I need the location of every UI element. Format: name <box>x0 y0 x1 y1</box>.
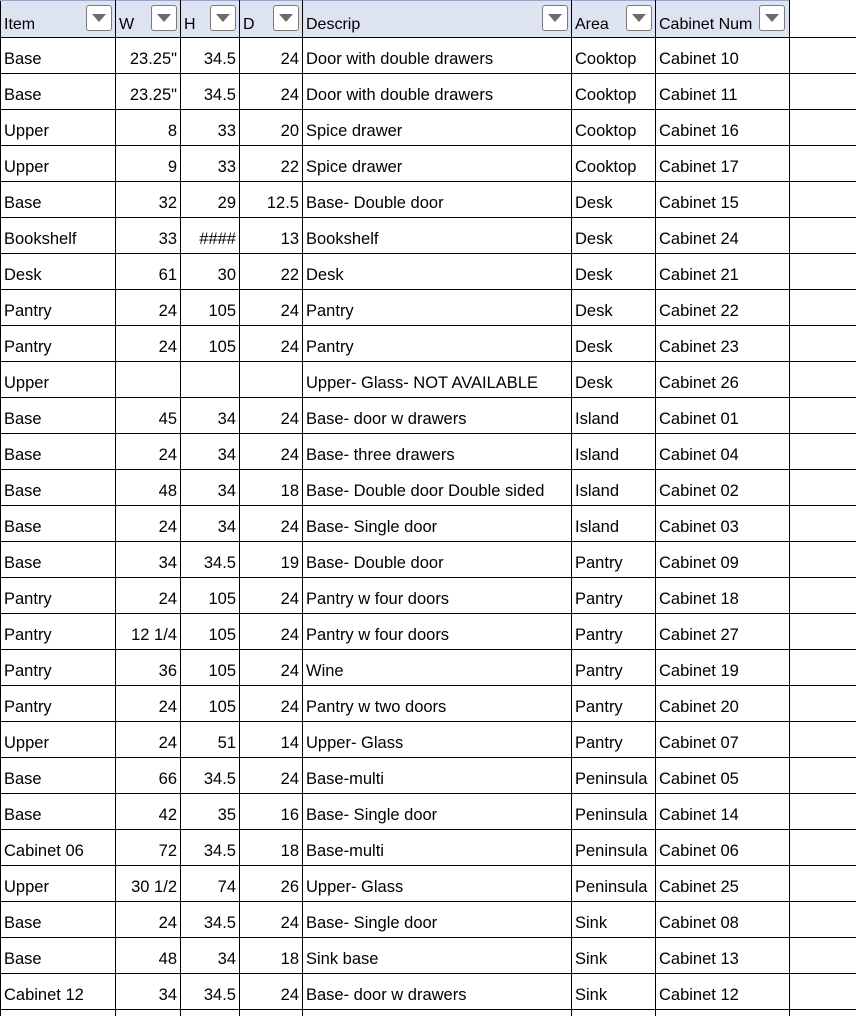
cell-w[interactable]: 42 <box>116 794 181 830</box>
empty-cell[interactable] <box>790 902 856 938</box>
empty-cell[interactable] <box>790 38 856 74</box>
table-row <box>1 1010 856 1016</box>
cell-w[interactable]: 24 <box>116 578 181 614</box>
cell-w[interactable]: 24 <box>116 722 181 758</box>
cell-descrip[interactable]: Pantry w four doors <box>303 578 572 614</box>
cell-area[interactable]: Island <box>572 470 656 506</box>
cell-d[interactable]: 24 <box>240 758 303 794</box>
cell-d[interactable]: 24 <box>240 578 303 614</box>
chevron-down-icon <box>765 14 779 22</box>
cell-cabinet-num[interactable]: Cabinet 21 <box>656 254 790 290</box>
header-label: Cabinet Num <box>659 16 753 33</box>
table-row <box>1 794 856 830</box>
header-d <box>240 1 303 38</box>
cell-h[interactable]: 74 <box>181 866 240 902</box>
cell-descrip[interactable]: Base-multi <box>303 830 572 866</box>
cell-descrip[interactable]: Wine <box>303 650 572 686</box>
empty-cell[interactable] <box>790 254 856 290</box>
cell-d[interactable]: 24 <box>240 398 303 434</box>
table-row <box>1 722 856 758</box>
cell-h[interactable]: 105 <box>181 290 240 326</box>
cell-h[interactable]: 34 <box>181 470 240 506</box>
filter-dropdown-button[interactable] <box>210 5 236 31</box>
cell-w[interactable]: 24 <box>116 434 181 470</box>
header-cabinet-num <box>656 1 790 38</box>
cell-d[interactable]: 24 <box>240 902 303 938</box>
table-row <box>1 146 856 182</box>
cell-cabinet-num[interactable]: Cabinet 16 <box>656 110 790 146</box>
cell-cabinet-num[interactable] <box>656 1010 790 1016</box>
cell-d[interactable]: 16 <box>240 794 303 830</box>
cell-h[interactable]: 105 <box>181 686 240 722</box>
table-row <box>1 614 856 650</box>
cell-cabinet-num[interactable]: Cabinet 20 <box>656 686 790 722</box>
cell-h[interactable]: 30 <box>181 254 240 290</box>
cell-w[interactable]: 30 1/2 <box>116 866 181 902</box>
cell-item[interactable]: Base <box>1 902 116 938</box>
cell-cabinet-num[interactable]: Cabinet 01 <box>656 398 790 434</box>
cell-descrip[interactable]: Upper- Glass <box>303 722 572 758</box>
cell-descrip[interactable]: Sink base <box>303 938 572 974</box>
cell-descrip[interactable]: Bookshelf <box>303 218 572 254</box>
cell-descrip[interactable]: Spice drawer <box>303 110 572 146</box>
chevron-down-icon <box>632 14 646 22</box>
cell-w[interactable]: 48 <box>116 470 181 506</box>
filter-dropdown-button[interactable] <box>273 5 299 31</box>
empty-cell[interactable] <box>790 470 856 506</box>
cell-item[interactable] <box>1 1010 116 1016</box>
cell-cabinet-num[interactable]: Cabinet 06 <box>656 830 790 866</box>
cell-w[interactable]: 24 <box>116 290 181 326</box>
cell-w[interactable]: 61 <box>116 254 181 290</box>
empty-cell[interactable] <box>790 110 856 146</box>
cell-d[interactable]: 12.5 <box>240 182 303 218</box>
empty-cell[interactable] <box>790 146 856 182</box>
table-row <box>1 254 856 290</box>
cell-d[interactable]: 24 <box>240 974 303 1010</box>
cell-cabinet-num[interactable]: Cabinet 11 <box>656 74 790 110</box>
cell-w[interactable] <box>116 1010 181 1016</box>
cell-cabinet-num[interactable]: Cabinet 10 <box>656 38 790 74</box>
cell-cabinet-num[interactable]: Cabinet 07 <box>656 722 790 758</box>
cell-item[interactable]: Pantry <box>1 650 116 686</box>
cell-area[interactable]: Pantry <box>572 686 656 722</box>
cell-cabinet-num[interactable]: Cabinet 12 <box>656 974 790 1010</box>
cell-area[interactable]: Pantry <box>572 722 656 758</box>
table-row <box>1 758 856 794</box>
cell-h[interactable]: 33 <box>181 146 240 182</box>
cell-h[interactable]: 51 <box>181 722 240 758</box>
cell-w[interactable]: 24 <box>116 506 181 542</box>
cell-cabinet-num[interactable]: Cabinet 26 <box>656 362 790 398</box>
table-row <box>1 542 856 578</box>
cell-item[interactable]: Base <box>1 434 116 470</box>
cell-descrip[interactable]: Upper- Glass <box>303 866 572 902</box>
cell-h[interactable]: 35 <box>181 794 240 830</box>
empty-cell[interactable] <box>790 74 856 110</box>
filter-dropdown-button[interactable] <box>86 5 112 31</box>
empty-cell[interactable] <box>790 722 856 758</box>
header-descrip <box>303 1 572 38</box>
header-w <box>116 1 181 38</box>
cell-item[interactable]: Base <box>1 542 116 578</box>
cell-w[interactable]: 33 <box>116 218 181 254</box>
empty-cell[interactable] <box>790 578 856 614</box>
header-label: W <box>119 16 135 33</box>
cell-area[interactable]: Peninsula <box>572 866 656 902</box>
cell-h[interactable]: 34.5 <box>181 38 240 74</box>
cell-descrip[interactable] <box>303 1010 572 1016</box>
cell-cabinet-num[interactable]: Cabinet 24 <box>656 218 790 254</box>
table-row <box>1 578 856 614</box>
cell-h[interactable]: 34.5 <box>181 974 240 1010</box>
cell-h[interactable]: 105 <box>181 614 240 650</box>
cell-d[interactable]: 24 <box>240 290 303 326</box>
empty-cell[interactable] <box>790 1010 856 1016</box>
cell-descrip[interactable]: Base- Double door <box>303 542 572 578</box>
empty-cell[interactable] <box>790 506 856 542</box>
cell-d[interactable] <box>240 362 303 398</box>
cell-cabinet-num[interactable]: Cabinet 05 <box>656 758 790 794</box>
cell-cabinet-num[interactable]: Cabinet 09 <box>656 542 790 578</box>
cell-d[interactable]: 24 <box>240 650 303 686</box>
cell-item[interactable]: Upper <box>1 722 116 758</box>
cell-area[interactable]: Sink <box>572 938 656 974</box>
cell-w[interactable]: 32 <box>116 182 181 218</box>
cell-d[interactable]: 24 <box>240 434 303 470</box>
cell-cabinet-num[interactable]: Cabinet 15 <box>656 182 790 218</box>
table-row <box>1 470 856 506</box>
cell-h[interactable]: 34.5 <box>181 542 240 578</box>
cell-d[interactable]: 24 <box>240 38 303 74</box>
cell-cabinet-num[interactable]: Cabinet 03 <box>656 506 790 542</box>
cell-area[interactable]: Cooktop <box>572 110 656 146</box>
chevron-down-icon <box>548 14 562 22</box>
cell-area[interactable]: Desk <box>572 254 656 290</box>
cell-area[interactable]: Pantry <box>572 578 656 614</box>
cell-h[interactable]: 105 <box>181 326 240 362</box>
header-label: H <box>184 16 196 33</box>
cell-h[interactable]: 34 <box>181 506 240 542</box>
cell-descrip[interactable]: Base- door w drawers <box>303 398 572 434</box>
table-row <box>1 326 856 362</box>
cell-descrip[interactable]: Upper- Glass- NOT AVAILABLE <box>303 362 572 398</box>
cell-item[interactable]: Base <box>1 182 116 218</box>
cell-h[interactable]: 34.5 <box>181 74 240 110</box>
empty-cell[interactable] <box>790 866 856 902</box>
cell-w[interactable]: 66 <box>116 758 181 794</box>
chevron-down-icon <box>279 14 293 22</box>
cell-descrip[interactable]: Pantry <box>303 326 572 362</box>
cell-item[interactable]: Base <box>1 506 116 542</box>
cell-item[interactable]: Cabinet 12 <box>1 974 116 1010</box>
cell-area[interactable]: Peninsula <box>572 794 656 830</box>
cell-w[interactable]: 48 <box>116 938 181 974</box>
cell-descrip[interactable]: Base- Double door Double sided <box>303 470 572 506</box>
cell-area[interactable]: Cooktop <box>572 74 656 110</box>
table-row <box>1 398 856 434</box>
cell-area[interactable]: Cooktop <box>572 146 656 182</box>
cell-descrip[interactable]: Pantry w four doors <box>303 614 572 650</box>
cell-h[interactable]: 34 <box>181 398 240 434</box>
cell-cabinet-num[interactable]: Cabinet 08 <box>656 902 790 938</box>
cell-area[interactable]: Sink <box>572 974 656 1010</box>
cell-cabinet-num[interactable]: Cabinet 02 <box>656 470 790 506</box>
table-row <box>1 974 856 1010</box>
cell-d[interactable]: 14 <box>240 722 303 758</box>
empty-cell[interactable] <box>790 686 856 722</box>
cell-area[interactable]: Island <box>572 434 656 470</box>
cell-descrip[interactable]: Pantry <box>303 290 572 326</box>
cell-h[interactable]: 105 <box>181 650 240 686</box>
cell-h[interactable]: 34 <box>181 434 240 470</box>
cell-descrip[interactable]: Base- Double door <box>303 182 572 218</box>
cell-w[interactable]: 36 <box>116 650 181 686</box>
cell-h[interactable]: 34.5 <box>181 758 240 794</box>
cell-item[interactable]: Base <box>1 470 116 506</box>
cell-descrip[interactable]: Base- Single door <box>303 794 572 830</box>
cell-item[interactable]: Base <box>1 938 116 974</box>
cell-descrip[interactable]: Spice drawer <box>303 146 572 182</box>
cell-descrip[interactable]: Door with double drawers <box>303 38 572 74</box>
cell-d[interactable]: 24 <box>240 326 303 362</box>
cell-descrip[interactable]: Desk <box>303 254 572 290</box>
cell-descrip[interactable]: Base-multi <box>303 758 572 794</box>
table-row <box>1 506 856 542</box>
table-row <box>1 110 856 146</box>
cell-item[interactable]: Base <box>1 758 116 794</box>
cell-cabinet-num[interactable]: Cabinet 19 <box>656 650 790 686</box>
cell-area[interactable]: Peninsula <box>572 830 656 866</box>
cell-area[interactable]: Peninsula <box>572 758 656 794</box>
cell-cabinet-num[interactable]: Cabinet 14 <box>656 794 790 830</box>
header-row <box>1 1 856 38</box>
empty-cell[interactable] <box>790 182 856 218</box>
filter-dropdown-button[interactable] <box>759 5 785 31</box>
cell-h[interactable] <box>181 362 240 398</box>
header-h <box>181 1 240 38</box>
cell-w[interactable]: 12 1/4 <box>116 614 181 650</box>
header-item <box>1 1 116 38</box>
chevron-down-icon <box>157 14 171 22</box>
table-row <box>1 650 856 686</box>
empty-cell[interactable] <box>790 614 856 650</box>
cell-area[interactable]: Pantry <box>572 542 656 578</box>
empty-cell[interactable] <box>790 290 856 326</box>
table-row <box>1 686 856 722</box>
table-row <box>1 866 856 902</box>
chevron-down-icon <box>216 14 230 22</box>
cell-item[interactable]: Bookshelf <box>1 218 116 254</box>
cell-cabinet-num[interactable]: Cabinet 25 <box>656 866 790 902</box>
cell-d[interactable]: 22 <box>240 146 303 182</box>
cell-cabinet-num[interactable]: Cabinet 04 <box>656 434 790 470</box>
filter-dropdown-button[interactable] <box>151 5 177 31</box>
table-row <box>1 290 856 326</box>
cell-d[interactable]: 26 <box>240 866 303 902</box>
cell-item[interactable]: Pantry <box>1 614 116 650</box>
empty-cell[interactable] <box>790 758 856 794</box>
header-label: Item <box>4 16 36 33</box>
cell-d[interactable]: 19 <box>240 542 303 578</box>
header-label: Descrip <box>306 16 361 33</box>
cell-h[interactable]: 34.5 <box>181 902 240 938</box>
empty-cell[interactable] <box>790 362 856 398</box>
cell-item[interactable]: Upper <box>1 110 116 146</box>
table-row <box>1 902 856 938</box>
table-row <box>1 362 856 398</box>
cell-w[interactable]: 23.25" <box>116 74 181 110</box>
cell-item[interactable]: Base <box>1 74 116 110</box>
cell-d[interactable]: 24 <box>240 614 303 650</box>
table-row <box>1 830 856 866</box>
cell-w[interactable]: 72 <box>116 830 181 866</box>
cell-area[interactable]: Pantry <box>572 614 656 650</box>
cell-area[interactable]: Pantry <box>572 650 656 686</box>
chevron-down-icon <box>92 14 106 22</box>
table-row <box>1 38 856 74</box>
filter-dropdown-button[interactable] <box>626 5 652 31</box>
empty-cell[interactable] <box>790 218 856 254</box>
cell-descrip[interactable]: Base- three drawers <box>303 434 572 470</box>
cell-cabinet-num[interactable]: Cabinet 17 <box>656 146 790 182</box>
header-label: Area <box>575 16 609 33</box>
cell-area[interactable]: Desk <box>572 290 656 326</box>
cell-item[interactable]: Upper <box>1 866 116 902</box>
cell-item[interactable]: Base <box>1 398 116 434</box>
cell-w[interactable]: 9 <box>116 146 181 182</box>
empty-cell[interactable] <box>790 326 856 362</box>
cell-area[interactable]: Desk <box>572 182 656 218</box>
cell-d[interactable]: 20 <box>240 110 303 146</box>
cell-descrip[interactable]: Base- Single door <box>303 902 572 938</box>
cell-area[interactable]: Desk <box>572 362 656 398</box>
cell-w[interactable]: 8 <box>116 110 181 146</box>
cell-h[interactable]: 34 <box>181 938 240 974</box>
cell-d[interactable]: 18 <box>240 830 303 866</box>
cell-d[interactable]: 24 <box>240 506 303 542</box>
table-row <box>1 434 856 470</box>
table-row <box>1 74 856 110</box>
cell-item[interactable]: Pantry <box>1 290 116 326</box>
cell-w[interactable]: 24 <box>116 686 181 722</box>
cell-cabinet-num[interactable]: Cabinet 27 <box>656 614 790 650</box>
table-row <box>1 218 856 254</box>
cell-item[interactable]: Pantry <box>1 686 116 722</box>
cell-d[interactable]: 13 <box>240 218 303 254</box>
cell-h[interactable]: #### <box>181 218 240 254</box>
cell-descrip[interactable]: Base- door w drawers <box>303 974 572 1010</box>
cell-d[interactable]: 22 <box>240 254 303 290</box>
cell-descrip[interactable]: Door with double drawers <box>303 74 572 110</box>
empty-cell[interactable] <box>790 398 856 434</box>
cell-area[interactable]: Desk <box>572 326 656 362</box>
empty-header-cell[interactable] <box>790 1 856 38</box>
cell-item[interactable]: Upper <box>1 362 116 398</box>
cell-w[interactable]: 23.25" <box>116 38 181 74</box>
cell-d[interactable] <box>240 1010 303 1016</box>
cell-h[interactable]: 105 <box>181 578 240 614</box>
cell-w[interactable]: 24 <box>116 326 181 362</box>
cell-d[interactable]: 24 <box>240 686 303 722</box>
cell-descrip[interactable]: Base- Single door <box>303 506 572 542</box>
empty-cell[interactable] <box>790 830 856 866</box>
cell-area[interactable]: Island <box>572 398 656 434</box>
cell-area[interactable]: Sink <box>572 902 656 938</box>
cell-w[interactable] <box>116 362 181 398</box>
empty-cell[interactable] <box>790 938 856 974</box>
cell-item[interactable]: Pantry <box>1 578 116 614</box>
cell-descrip[interactable]: Pantry w two doors <box>303 686 572 722</box>
cell-item[interactable]: Base <box>1 794 116 830</box>
cell-item[interactable]: Upper <box>1 146 116 182</box>
cell-area[interactable]: Island <box>572 506 656 542</box>
cell-d[interactable]: 24 <box>240 74 303 110</box>
empty-cell[interactable] <box>790 650 856 686</box>
cell-area[interactable]: Desk <box>572 218 656 254</box>
cell-d[interactable]: 18 <box>240 470 303 506</box>
empty-cell[interactable] <box>790 974 856 1010</box>
table-row <box>1 938 856 974</box>
cell-area[interactable]: Cooktop <box>572 38 656 74</box>
cell-cabinet-num[interactable]: Cabinet 18 <box>656 578 790 614</box>
empty-cell[interactable] <box>790 434 856 470</box>
cell-w[interactable]: 34 <box>116 542 181 578</box>
cell-w[interactable]: 34 <box>116 974 181 1010</box>
cell-item[interactable]: Pantry <box>1 326 116 362</box>
cell-item[interactable]: Desk <box>1 254 116 290</box>
cell-h[interactable]: 34.5 <box>181 830 240 866</box>
cell-area[interactable] <box>572 1010 656 1016</box>
table-row <box>1 182 856 218</box>
cell-item[interactable]: Cabinet 06 <box>1 830 116 866</box>
cell-h[interactable]: 33 <box>181 110 240 146</box>
cell-item[interactable]: Base <box>1 38 116 74</box>
cell-h[interactable] <box>181 1010 240 1016</box>
empty-cell[interactable] <box>790 794 856 830</box>
cell-w[interactable]: 45 <box>116 398 181 434</box>
cell-h[interactable]: 29 <box>181 182 240 218</box>
cell-d[interactable]: 18 <box>240 938 303 974</box>
header-label: D <box>243 16 255 33</box>
cell-w[interactable]: 24 <box>116 902 181 938</box>
cell-cabinet-num[interactable]: Cabinet 23 <box>656 326 790 362</box>
cell-cabinet-num[interactable]: Cabinet 13 <box>656 938 790 974</box>
cell-cabinet-num[interactable]: Cabinet 22 <box>656 290 790 326</box>
empty-cell[interactable] <box>790 542 856 578</box>
filter-dropdown-button[interactable] <box>542 5 568 31</box>
header-area <box>572 1 656 38</box>
